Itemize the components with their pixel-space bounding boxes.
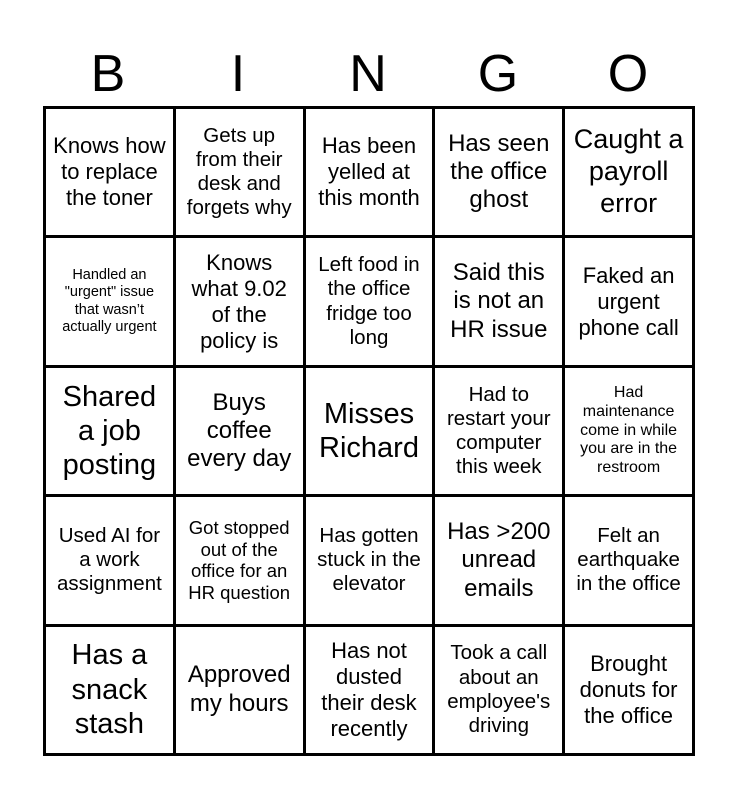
bingo-cell-r2c3[interactable]: Left food in the office fridge too long [306, 238, 433, 364]
bingo-cell-r2c2[interactable]: Knows what 9.02 of the policy is [176, 238, 303, 364]
bingo-cell-r2c4[interactable]: Said this is not an HR issue [435, 238, 562, 364]
bingo-cell-r1c2[interactable]: Gets up from their desk and forgets why [176, 109, 303, 235]
bingo-cell-r3c4[interactable]: Had to restart your computer this week [435, 368, 562, 494]
bingo-cell-r5c5[interactable]: Brought donuts for the office [565, 627, 692, 753]
bingo-cell-r4c3[interactable]: Has gotten stuck in the elevator [306, 497, 433, 623]
header-letter-g: G [477, 45, 519, 103]
bingo-cell-r1c1[interactable]: Knows how to replace the toner [46, 109, 173, 235]
bingo-cell-r1c5[interactable]: Caught a payroll error [565, 109, 692, 235]
bingo-header [43, 42, 695, 106]
bingo-cell-r2c1[interactable]: Handled an "urgent" issue that wasn’t actually urgent [46, 238, 173, 364]
bingo-cell-r1c3[interactable]: Has been yelled at this month [306, 109, 433, 235]
header-letter-i: I [230, 45, 246, 103]
bingo-cell-r2c5[interactable]: Faked an urgent phone call [565, 238, 692, 364]
bingo-cell-r4c5[interactable]: Felt an earthquake in the office [565, 497, 692, 623]
bingo-cell-r3c5[interactable]: Had maintenance come in while you are in the restroom [565, 368, 692, 494]
bingo-cell-r5c1[interactable]: Has a snack stash [46, 627, 173, 753]
bingo-cell-r1c4[interactable]: Has seen the office ghost [435, 109, 562, 235]
bingo-cell-r4c1[interactable]: Used AI for a work assignment [46, 497, 173, 623]
bingo-board [43, 106, 695, 756]
header-letter-b: B [90, 45, 126, 103]
bingo-cell-r3c2[interactable]: Buys coffee every day [176, 368, 303, 494]
bingo-cell-r5c4[interactable]: Took a call about an employee's driving [435, 627, 562, 753]
bingo-cell-r5c3[interactable]: Has not dusted their desk recently [306, 627, 433, 753]
bingo-cell-r3c1[interactable]: Shared a job posting [46, 368, 173, 494]
bingo-cell-r4c2[interactable]: Got stopped out of the office for an HR question [176, 497, 303, 623]
header-letter-n: N [349, 45, 387, 103]
bingo-cell-r5c2[interactable]: Approved my hours [176, 627, 303, 753]
bingo-cell-r3c3[interactable]: Misses Richard [306, 368, 433, 494]
header-letter-o: O [607, 45, 649, 103]
bingo-cell-r4c4[interactable]: Has >200 unread emails [435, 497, 562, 623]
